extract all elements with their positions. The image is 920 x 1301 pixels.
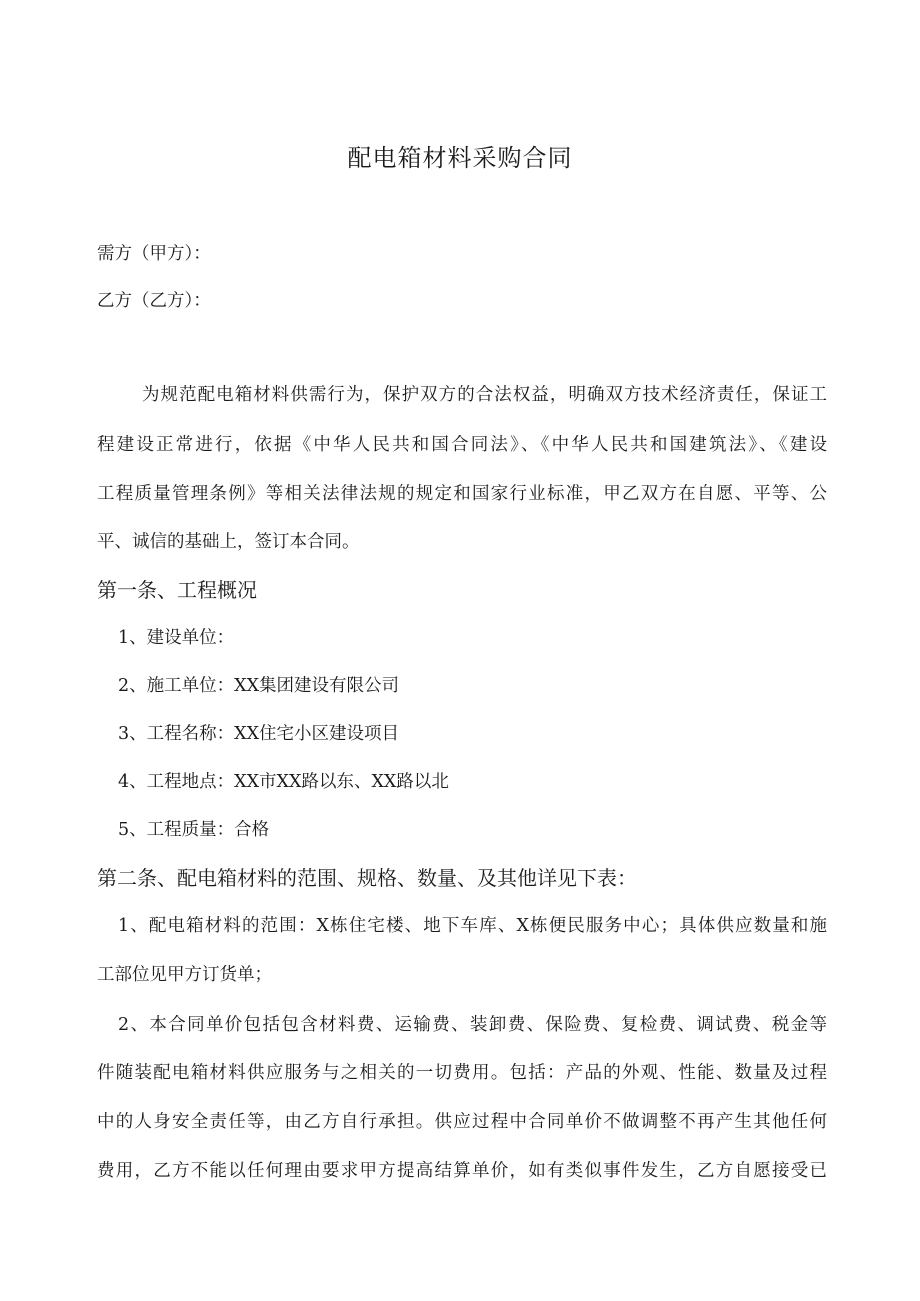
preamble-line-3: 工程质量管理条例》等相关法律法规的规定和国家行业标准，甲乙双方在自愿、平等、公	[97, 484, 827, 504]
article-2-item-1-line-2: 工部位见甲方订货单；	[97, 965, 272, 985]
article-2-item-1-line-1: 1、配电箱材料的范围：X栋住宅楼、地下车库、X栋便民服务中心；具体供应数量和施	[118, 916, 827, 936]
preamble-line-2: 程建设正常进行，依据《中华人民共和国合同法》、《中华人民共和国建筑法》、《建设	[97, 435, 827, 455]
preamble-line-1: 为规范配电箱材料供需行为，保护双方的合法权益，明确双方技术经济责任，保证工	[142, 385, 827, 405]
article-2-item-2-line-3: 中的人身安全责任等，由乙方自行承担。供应过程中合同单价不做调整不再产生其他任何	[97, 1112, 827, 1132]
party-b-label: 乙方（乙方）：	[97, 291, 211, 311]
article-1-item: 4、工程地点：XX市XX路以东、XX路以北	[118, 772, 449, 792]
article-1-heading: 第一条、工程概况	[97, 578, 257, 602]
article-1-item: 3、工程名称：XX住宅小区建设项目	[118, 724, 400, 744]
article-2-item-2-line-2: 件随装配电箱材料供应服务与之相关的一切费用。包括：产品的外观、性能、数量及过程	[97, 1063, 827, 1083]
article-1-item: 2、施工单位：XX集团建设有限公司	[118, 676, 400, 696]
article-2-heading: 第二条、配电箱材料的范围、规格、数量、及其他详见下表：	[97, 866, 637, 890]
article-1-item: 5、工程质量：合格	[118, 820, 270, 840]
party-a-label: 需方（甲方）：	[97, 244, 211, 264]
article-2-item-2-line-1: 2、本合同单价包括包含材料费、运输费、装卸费、保险费、复检费、调试费、税金等	[118, 1015, 827, 1035]
document-title: 配电箱材料采购合同	[347, 144, 573, 172]
preamble-line-4: 平、诚信的基础上，签订本合同。	[97, 532, 360, 552]
article-2-item-2-line-4: 费用，乙方不能以任何理由要求甲方提高结算单价，如有类似事件发生，乙方自愿接受已	[97, 1161, 827, 1181]
article-1-item: 1、建设单位：	[118, 628, 235, 648]
